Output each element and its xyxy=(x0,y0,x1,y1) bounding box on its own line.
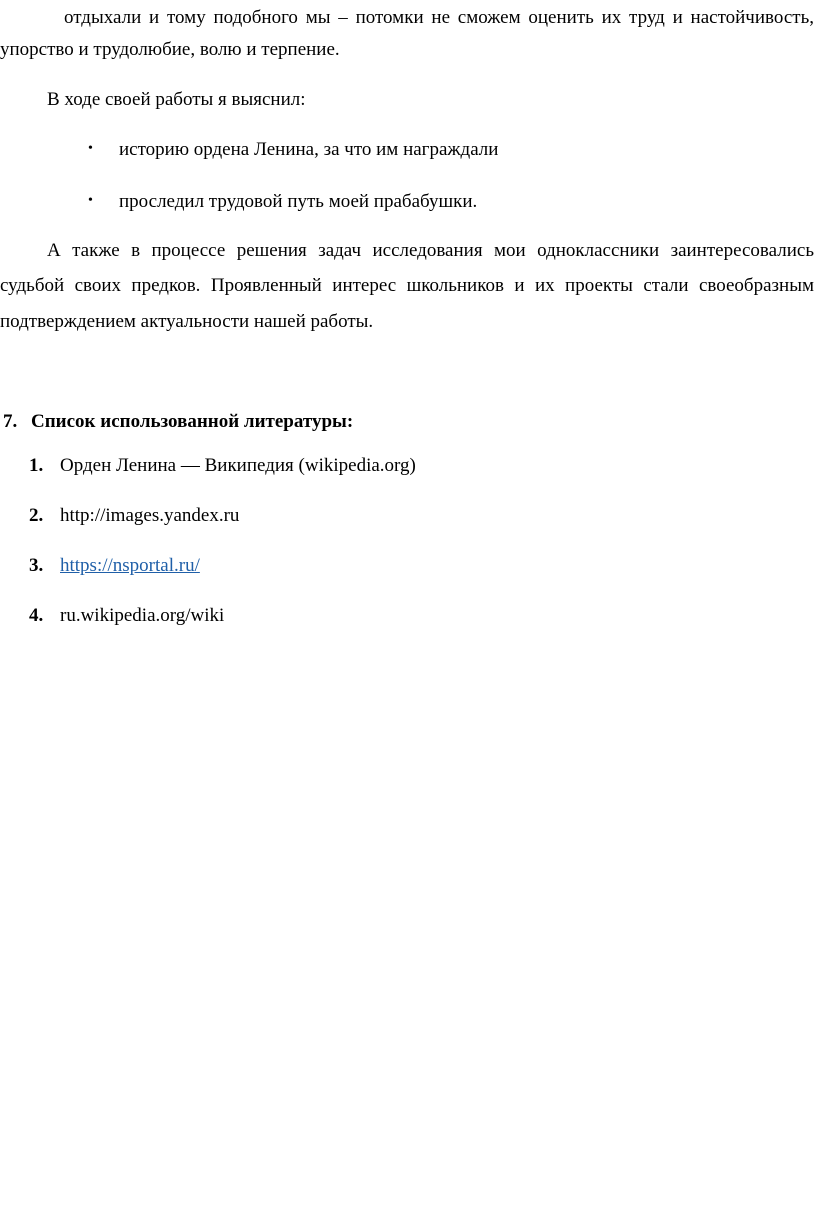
intro-paragraph-line-2: упорство и трудолюбие, волю и терпение. xyxy=(0,39,340,60)
list-item-text: историю ордена Ленина, за что им награждали xyxy=(119,139,499,160)
bullet-icon: • xyxy=(88,193,93,208)
conclusion-paragraph-line-2: судьбой своих предков. Проявленный интерес школьников и их проекты стали своеобразным xyxy=(0,275,814,296)
intro-paragraph-line-1: отдыхали и тому подобного мы – потомки не сможем оценить их труд и настойчивость, xyxy=(64,7,814,28)
section-number: 7. xyxy=(3,411,18,432)
reference-number: 3. xyxy=(29,555,44,576)
reference-text: ru.wikipedia.org/wiki xyxy=(60,605,225,626)
findings-lead: В ходе своей работы я выяснил: xyxy=(47,89,306,110)
references-heading: Список использованной литературы: xyxy=(31,411,354,432)
conclusion-paragraph-line-3: подтверждением актуальности нашей работы. xyxy=(0,311,374,332)
conclusion-paragraph-line-1: А также в процессе решения задач исследования мои одноклассники заинтересовались xyxy=(47,240,814,261)
reference-text: http://images.yandex.ru xyxy=(60,505,240,526)
reference-number: 1. xyxy=(29,455,44,476)
reference-number: 2. xyxy=(29,505,44,526)
reference-text: Орден Ленина — Википедия (wikipedia.org) xyxy=(60,455,416,476)
reference-link[interactable]: https://nsportal.ru/ xyxy=(60,555,200,576)
bullet-icon: • xyxy=(88,141,93,156)
list-item-text: проследил трудовой путь моей прабабушки. xyxy=(119,191,478,212)
reference-number: 4. xyxy=(29,605,44,626)
